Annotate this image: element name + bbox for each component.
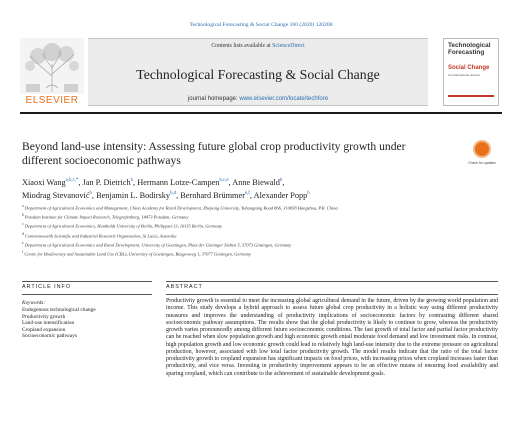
author[interactable]: Jan P. Dietrich$^b$ xyxy=(82,177,134,187)
keyword[interactable]: Endogenous technological change xyxy=(22,307,96,313)
check-for-updates-button[interactable] xyxy=(462,140,502,176)
sciencedirect-link[interactable]: ScienceDirect xyxy=(272,43,305,49)
check-updates-icon xyxy=(473,140,491,158)
journal-homepage-line xyxy=(88,96,428,102)
author-list: Xiaoxi Wang$^{a,b,c,*}$, Jan P. Dietrich$^b$, Hermann Lotze-Campen$^{b,c,e}$, Anne Biewald$^b$, Miodrag Stevanović$^b$, Benjamin L. Bodirsky$^{b,d}$, Bernhard Brümmer$^{e,f}$, Alexander Popp$^b$ xyxy=(22,177,310,201)
article-info-bottom-rule xyxy=(22,294,152,295)
author[interactable]: Hermann Lotze-Campen$^{b,c,e}$ xyxy=(137,177,229,187)
journal-citation: Technological Forecasting & Social Change 160 (2020) 120208 xyxy=(189,22,333,28)
author[interactable]: Bernhard Brümmer$^{e,f}$ xyxy=(180,191,250,201)
author[interactable]: Benjamin L. Bodirsky$^{b,d}$ xyxy=(96,191,177,201)
affiliation: $^b$ Potsdam Institute for Climate Impact Research, Telegrafenberg, 14473 Potsdam, Germany xyxy=(22,213,189,220)
elsevier-wordmark: ELSEVIER xyxy=(25,95,79,106)
contents-available-line xyxy=(88,43,428,49)
homepage-link[interactable]: www.elsevier.com/locate/techfore xyxy=(239,96,329,102)
keywords-label: Keywords: xyxy=(22,300,46,306)
abstract-bottom-rule xyxy=(166,294,498,295)
keyword[interactable]: Socioeconomic pathways xyxy=(22,333,77,340)
cover-accent-bar xyxy=(448,95,494,97)
elsevier-logo[interactable] xyxy=(20,38,84,106)
journal-cover-thumbnail[interactable] xyxy=(443,38,499,106)
keyword[interactable]: Land-use intensification xyxy=(22,320,75,327)
homepage-prefix: journal homepage: xyxy=(187,96,240,102)
author[interactable]: Alexander Popp$^b$ xyxy=(253,191,310,201)
article-info-heading: ARTICLE INFO xyxy=(22,284,72,290)
elsevier-tree-icon xyxy=(20,38,84,94)
author[interactable]: Anne Biewald$^b$ xyxy=(232,177,283,187)
journal-masthead xyxy=(88,38,428,106)
abstract-top-rule xyxy=(166,281,498,282)
article-title: Beyond land-use intensity: Assessing future global crop productivity growth under different socioeconomic pathways xyxy=(22,140,406,167)
journal-title: Technological Forecasting & Social Change xyxy=(136,67,380,82)
affiliation: $^e$ Department of Agricultural Economics and Rural Development, University of Goettingen, Platz der Göttinger Sieben 5, 37073 Göttingen, Germany xyxy=(22,240,292,248)
keyword[interactable]: Cropland expansion xyxy=(22,326,66,333)
check-updates-label: Check for updates xyxy=(468,161,496,165)
abstract-heading: ABSTRACT xyxy=(166,284,203,290)
contents-prefix: Contents lists available at xyxy=(211,43,273,49)
cover-subtitle: Social Change xyxy=(448,65,490,71)
author[interactable]: Xiaoxi Wang$^{a,b,c,*}$ xyxy=(22,177,79,187)
journal-header xyxy=(20,38,502,108)
header-divider xyxy=(20,112,502,114)
affiliation-list xyxy=(22,203,492,258)
article-info-top-rule xyxy=(22,281,152,282)
author[interactable]: Miodrag Stevanović$^b$ xyxy=(22,191,92,201)
cover-title: Technological Forecasting xyxy=(448,42,491,56)
abstract-body: Productivity growth is essential to meet the increasing global agricultural demand in the future, driven by the growing world population and income. This study develops a hybrid approach to assess future global crop productivity in a holistic way using different productivity measures and improves the understanding of productivity implications of socioeconomic factors by contrasting different shared socioeconomic pathway assumptions. The results show that the global productivity is likely to continue to grow, whereas the productivity growth varies pronouncedly among different future socioeconomic conditions. The fast growth of total factor and partial factor productivity can be reached when slow population growth and high economic growth entail moderate food demand and low investment risks. In contrast, high population growth and low economic growth could lead to relatively high land-use intensity due to the extreme pressure on agricultural production, however, associated with low total factor productivity growth. The model results indicate that the ratio of the total factor productivity growth to cropland expansion has significant impacts on food prices, with increasing prices when cropland increases faster than productivity, and vice versa. Investing in productivity improvement appears to be an effective means of ensuring food availability and sparing cropland, which can contribute to the achievement of sustainable development goals. xyxy=(166,298,498,377)
keyword[interactable]: Productivity growth xyxy=(22,313,66,320)
affiliation: $^d$ Commonwealth Scientific and Industrial Research Organisation, St Lucia, Australia xyxy=(22,231,177,239)
cover-tagline: An International Journal xyxy=(448,73,480,77)
affiliation: $^f$ Centre for Biodiversity and Sustainable Land Use (CBL), University of Goettingen, Büsgenweg 1, 37077 Göttingen, Germany xyxy=(22,250,252,257)
affiliation: $^c$ Department of Agricultural Economics, Humboldt University of Berlin, Philippstr.13, 10115 Berlin, Germany xyxy=(22,222,223,229)
affiliation: $^a$ Department of Agricultural Economics and Management, China Academy for Rural Development, Zhejiang University, Yuhangtang Road 866, 310058 Hangzhou, P.R. China xyxy=(22,204,338,211)
keywords-list xyxy=(22,307,147,340)
